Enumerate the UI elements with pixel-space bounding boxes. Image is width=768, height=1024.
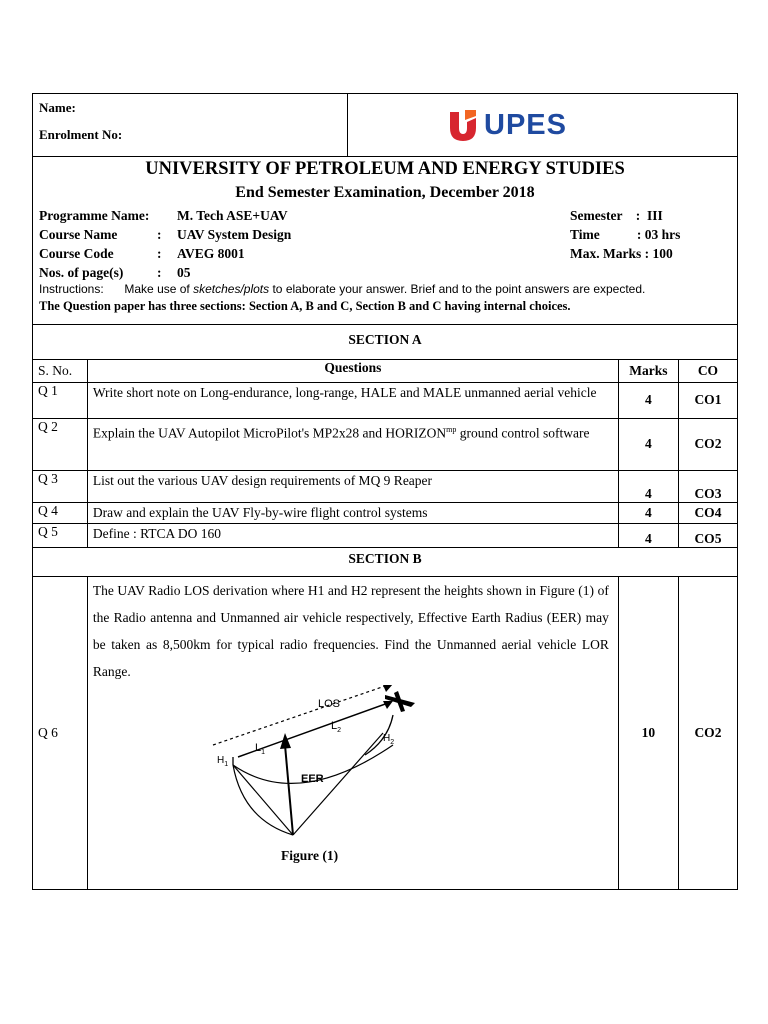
university-title: UNIVERSITY OF PETROLEUM AND ENERGY STUDIES bbox=[145, 159, 625, 179]
info-row-pages bbox=[39, 263, 731, 282]
l2-label: $L_2$ bbox=[330, 719, 341, 734]
table-row bbox=[33, 576, 737, 889]
eer-label: EER bbox=[300, 772, 324, 785]
row-co: CO4 bbox=[678, 502, 737, 523]
instructions bbox=[39, 282, 731, 296]
exam-title: End Semester Examination, December 2018 bbox=[235, 184, 535, 201]
table-row bbox=[33, 502, 737, 523]
student-details bbox=[33, 94, 348, 156]
row-question bbox=[87, 418, 618, 470]
course-code-value: AVEG 8001 bbox=[177, 246, 245, 261]
row-sno: Q 5 bbox=[33, 523, 87, 547]
course-info bbox=[39, 206, 731, 282]
row-marks: 10 bbox=[618, 576, 678, 889]
row-marks: 4 bbox=[618, 523, 678, 547]
enrolment-label: Enrolment No: bbox=[39, 127, 123, 142]
upes-logo bbox=[448, 108, 567, 142]
row-marks: 4 bbox=[618, 502, 678, 523]
row-sno: Q 4 bbox=[33, 502, 87, 523]
info-row-course-code bbox=[39, 244, 731, 263]
course-name-label: Course Name bbox=[39, 227, 118, 242]
los-label: LOS bbox=[317, 697, 340, 710]
row-co: CO2 bbox=[678, 576, 737, 889]
row-sno: Q 6 bbox=[33, 576, 87, 889]
info-row-course-name bbox=[39, 225, 731, 244]
row-question: Write short note on Long-endurance, long-range, HALE and MALE unmanned aerial vehicle bbox=[87, 382, 618, 418]
info-row-programme bbox=[39, 206, 731, 225]
row-marks: 4 bbox=[618, 418, 678, 470]
time-text: Time : 03 hrs bbox=[570, 227, 681, 242]
header-questions: Questions bbox=[87, 360, 618, 382]
header-row bbox=[33, 94, 737, 157]
logo-text: UPES bbox=[484, 108, 567, 141]
row-sno: Q 2 bbox=[33, 418, 87, 470]
table-row bbox=[33, 523, 737, 547]
sections-note: The Question paper has three sections: Section A, B and C, Section B and C having internal choices. bbox=[39, 299, 571, 313]
row-co: CO2 bbox=[678, 418, 737, 470]
header-marks: Marks bbox=[618, 360, 678, 382]
figure-caption: Figure (1) bbox=[280, 847, 338, 863]
table-row bbox=[33, 418, 737, 470]
pages-value: 05 bbox=[177, 265, 191, 280]
table-row bbox=[33, 470, 737, 502]
table-header-row bbox=[33, 360, 737, 382]
q6-text: The UAV Radio LOS derivation where H1 and H2 represent the heights shown in Figure (1) of the Radio antenna and Unmanned air vehicle respectively, Effective Earth Radius (EER) may be taken as 8,500km for typical radio frequencies. Find the Unmanned aerial vehicle LOR Range. bbox=[92, 582, 609, 679]
instructions-text-pre: Make use of bbox=[124, 282, 194, 296]
pages-label: Nos. of page(s) bbox=[39, 265, 124, 280]
row-question-pre: Explain the UAV Autopilot MicroPilot's MP2x28 and HORIZON bbox=[92, 425, 447, 440]
upes-logo-icon bbox=[448, 108, 478, 142]
colon: : bbox=[157, 246, 162, 261]
h2-label: $H_2$ bbox=[382, 732, 394, 746]
row-question bbox=[87, 576, 618, 889]
name-label: Name: bbox=[39, 100, 76, 115]
colon: : bbox=[157, 227, 162, 242]
programme-value: M. Tech ASE+UAV bbox=[177, 208, 288, 223]
row-co: CO3 bbox=[678, 470, 737, 502]
l1-label: $L_1$ bbox=[254, 741, 265, 756]
title-block bbox=[33, 157, 737, 325]
section-a-title: SECTION A bbox=[33, 325, 737, 360]
section-b-row bbox=[33, 547, 737, 576]
row-question-sup: mp bbox=[446, 424, 457, 434]
exam-paper bbox=[32, 93, 738, 890]
instructions-label: Instructions: bbox=[39, 282, 104, 296]
max-marks-text: Max. Marks : 100 bbox=[570, 246, 673, 261]
row-question: Define : RTCA DO 160 bbox=[87, 523, 618, 547]
row-co: CO1 bbox=[678, 382, 737, 418]
row-co: CO5 bbox=[678, 523, 737, 547]
los-figure bbox=[93, 685, 613, 870]
programme-label: Programme Name: bbox=[39, 208, 150, 223]
row-marks: 4 bbox=[618, 382, 678, 418]
instructions-text-post: to elaborate your answer. Brief and to the point answers are expected. bbox=[269, 282, 646, 296]
instructions-text-em: sketches/plots bbox=[193, 282, 270, 296]
row-question: List out the various UAV design requirements of MQ 9 Reaper bbox=[87, 470, 618, 502]
section-a-table bbox=[33, 360, 737, 889]
semester-text: Semester : III bbox=[570, 208, 663, 223]
row-sno: Q 3 bbox=[33, 470, 87, 502]
header-sno: S. No. bbox=[33, 360, 87, 382]
colon: : bbox=[157, 265, 162, 280]
course-code-label: Course Code bbox=[39, 246, 114, 261]
section-b-title: SECTION B bbox=[33, 547, 737, 576]
course-name-value: UAV System Design bbox=[177, 227, 292, 242]
table-row bbox=[33, 382, 737, 418]
row-question: Draw and explain the UAV Fly-by-wire flight control systems bbox=[87, 502, 618, 523]
row-sno: Q 1 bbox=[33, 382, 87, 418]
logo-cell bbox=[348, 94, 737, 156]
h1-label: $H_1$ bbox=[216, 754, 228, 768]
row-question-post: ground control software bbox=[456, 425, 590, 440]
row-marks: 4 bbox=[618, 470, 678, 502]
header-co: CO bbox=[697, 362, 719, 378]
